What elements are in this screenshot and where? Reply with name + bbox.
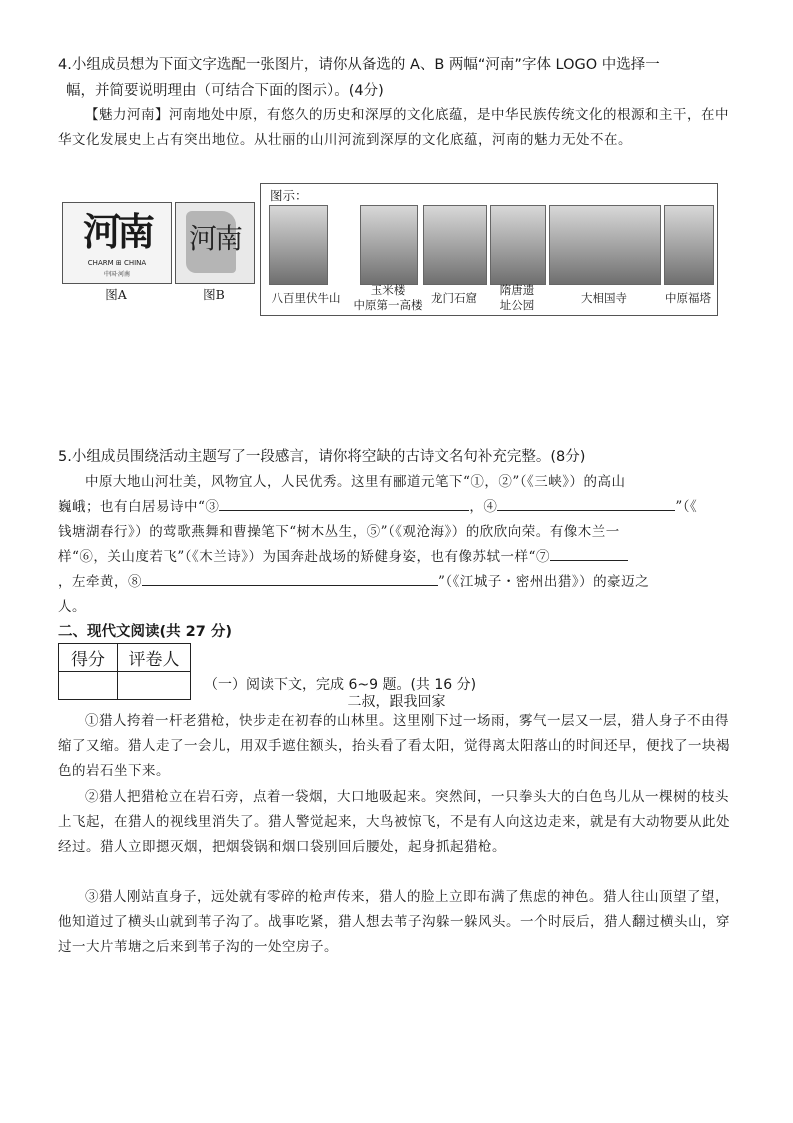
answer-blank-8[interactable] bbox=[142, 571, 438, 586]
q5-line2: 巍峨；也有白居易诗中“③ ，④ ”（《 bbox=[58, 495, 734, 520]
logo-b-image[interactable] bbox=[175, 202, 255, 284]
logo-a-text: 河南 bbox=[82, 210, 151, 254]
q5-line5: ，左牵黄，⑧ ”（《江城子・密州出猎》）的豪迈之 bbox=[58, 570, 734, 595]
q5-line1: 中原大地山河壮美，风物宜人，人民优秀。这里有郦道元笔下“①，②”（《三峡》）的高山 bbox=[85, 474, 626, 490]
picture-label: 隋唐遗 bbox=[499, 283, 535, 297]
illustration-label: 图示： bbox=[270, 188, 308, 203]
picture-label: 中原福塔 bbox=[665, 291, 711, 305]
caption-a: 图A bbox=[105, 287, 127, 302]
section-title: 二、现代文阅读(共 27 分) bbox=[58, 624, 233, 640]
story-title: 二叔，跟我回家 bbox=[347, 694, 446, 710]
logo-a-subtitle-cn: 中国·河南 bbox=[104, 271, 130, 278]
picture-yumi-tower bbox=[360, 205, 418, 285]
caption-b: 图B bbox=[203, 287, 225, 302]
picture-zhongyuan-tower bbox=[664, 205, 714, 285]
story-paragraph-2: ②猎人把猎枪立在岩石旁，点着一袋烟，大口地吸起来。突然间，一只拳头大的白色鸟儿从一棵树的枝头上飞起，在猎人的视线里消失了。猎人警觉起来，大鸟被惊飞，不是有人向这边走来，就是有大动物要从此处经过。猎人立即摁灭烟，把烟袋锅和烟口袋别回后腰处，起身抓起猎枪。 bbox=[58, 789, 730, 855]
picture-funiu-mountain bbox=[269, 205, 328, 285]
q5-prompt: 5.小组成员围绕活动主题写了一段感言，请你将空缺的古诗文名句补充完整。(8分) bbox=[58, 449, 586, 465]
score-label: 得分 bbox=[59, 644, 118, 672]
picture-label: 大相国寺 bbox=[581, 291, 627, 305]
q4-prompt-line2: 幅，并简要说明理由（可结合下面的图示）。(4分) bbox=[66, 83, 384, 99]
picture-daxiangguo-temple bbox=[549, 205, 661, 285]
picture-label: 龙门石窟 bbox=[431, 291, 477, 305]
q4-prompt-line1: 4.小组成员想为下面文字选配一张图片，请你从备选的 A、B 两幅“河南”字体 LOGO 中选择一 bbox=[58, 57, 660, 73]
q4-passage: 【魅力河南】河南地处中原，有悠久的历史和深厚的文化底蕴，是中华民族传统文化的根源和主干，在中华文化发展史上占有突出地位。从壮丽的山川河流到深厚的文化底蕴，河南的魅力无处不在。 bbox=[58, 107, 729, 148]
logo-a-image[interactable] bbox=[62, 202, 172, 284]
picture-label: 址公园 bbox=[499, 298, 535, 312]
picture-suitang-ruins-park bbox=[490, 205, 546, 285]
q5-line3: 钱塘湖春行》）的莺歌燕舞和曹操笔下“树木丛生，⑤”（《观沧海》）的欣欣向荣。有像木兰一 bbox=[58, 524, 620, 540]
picture-label: 八百里伏牛山 bbox=[271, 291, 341, 305]
logo-a-subtitle: CHARM ⊞ CHINA bbox=[87, 259, 147, 267]
q5-line4: 样“⑥，关山度若飞”（《木兰诗》）为国奔赴战场的矫健身姿，也有像苏轼一样“⑦ bbox=[58, 545, 734, 570]
logo-b-text: 河南 bbox=[188, 222, 241, 255]
grader-label: 评卷人 bbox=[118, 644, 191, 672]
picture-label: 玉米楼 bbox=[370, 283, 406, 297]
answer-blank-4[interactable] bbox=[497, 496, 675, 511]
q5-line6: 人。 bbox=[58, 599, 86, 615]
sub-instruction: （一）阅读下文，完成 6~9 题。(共 16 分) bbox=[204, 677, 477, 693]
answer-blank-7[interactable] bbox=[550, 546, 628, 561]
picture-label: 中原第一高楼 bbox=[353, 298, 423, 312]
picture-longmen-grottoes bbox=[423, 205, 487, 285]
answer-blank-3[interactable] bbox=[219, 496, 469, 511]
story-paragraph-3: ③猎人刚站直身子，远处就有零碎的枪声传来，猎人的脸上立即布满了焦虑的神色。猎人往山顶望了望，他知道过了横头山就到苇子沟了。战事吃紧，猎人想去苇子沟躲一躲风头。一个时辰后，猎人翻过横头山，穿过一大片苇塘之后来到苇子沟的一处空房子。 bbox=[58, 889, 730, 955]
story-paragraph-1: ①猎人挎着一杆老猎枪，快步走在初春的山林里。这里刚下过一场雨，雾气一层又一层，猎人身子不由得缩了又缩。猎人走了一会儿，用双手遮住额头，抬头看了看太阳，觉得离太阳落山的时间还早，便找了一块褐色的岩石坐下来。 bbox=[58, 713, 730, 779]
